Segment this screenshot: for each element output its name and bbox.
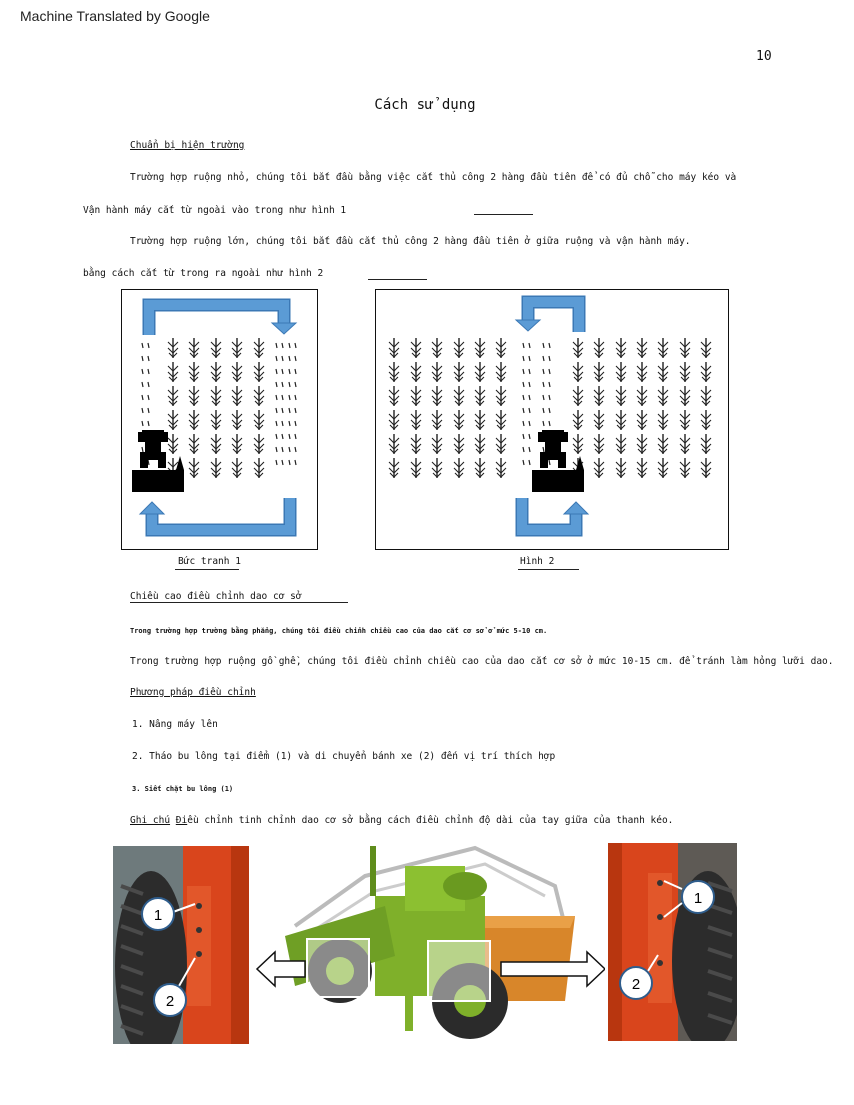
- cane-plant: [232, 338, 242, 478]
- photo-left-wheel: [113, 846, 249, 1044]
- cane-plant: [658, 338, 668, 478]
- caption-underline: [175, 569, 239, 570]
- cane-plant: [701, 338, 711, 478]
- cane-plant: [254, 338, 264, 478]
- machine-illustration: [255, 836, 605, 1044]
- direction-arrow: [149, 305, 296, 335]
- translation-banner: Machine Translated by Google: [20, 8, 210, 24]
- cane-plant: [454, 338, 464, 478]
- paragraph-small-field-line2: Vận hành máy cắt từ ngoài vào trong như hình 1: [83, 205, 347, 216]
- cut-stubble: [523, 343, 530, 465]
- photo-right-wheel: [608, 843, 737, 1041]
- callout-1: 1: [153, 907, 163, 924]
- note-label: Ghi chú: [130, 815, 171, 826]
- figure-2-diagram: [376, 290, 728, 549]
- page-title: Cách sử dụng: [374, 97, 476, 113]
- step-1: 1. Nâng máy lên: [132, 719, 218, 730]
- note-line: [130, 815, 673, 826]
- direction-arrow: [522, 498, 588, 530]
- cane-plant: [211, 338, 221, 478]
- photo-left-graphic: [113, 846, 249, 1044]
- tractor-icon: [532, 430, 584, 492]
- cane-plant: [680, 338, 690, 478]
- step-3: 3. Siết chặt bu lông (1): [132, 785, 234, 793]
- callout-2: 2: [165, 993, 175, 1010]
- paragraph-large-field-line2: bằng cách cắt từ trong ra ngoài như hình 2: [83, 268, 324, 279]
- figure-1-outside-in: [121, 289, 318, 550]
- cane-plant: [496, 338, 506, 478]
- section-heading-adjust-method: Phương pháp điều chỉnh: [130, 687, 256, 698]
- paragraph-rough-field: Trong trường hợp ruộng gồ ghề, chúng tôi điều chỉnh chiều cao của dao cắt cơ sở ở mức 10-15 cm. để tránh làm hỏng lưỡi dao.: [130, 656, 834, 667]
- heading-underline: [130, 602, 348, 603]
- step-2: 2. Tháo bu lông tại điểm (1) và di chuyển bánh xe (2) đến vị trí thích hợp: [132, 751, 556, 762]
- direction-arrow: [516, 302, 579, 332]
- cane-plant: [189, 338, 199, 478]
- figure-1-caption: Bức tranh 1: [178, 556, 241, 567]
- cane-plant: [573, 338, 583, 478]
- photo-right-graphic: [608, 843, 737, 1041]
- cane-plant: [389, 338, 399, 478]
- paragraph-flat-field: Trong trường hợp trường bằng phẳng, chúng tôi điều chỉnh chiều cao của dao cắt cơ sở ở mức 5-10 cm.: [130, 627, 548, 635]
- figure-1-diagram: [122, 290, 317, 549]
- page-number: 10: [756, 49, 772, 64]
- figure-2-inside-out: [375, 289, 729, 550]
- cut-stubble: [276, 343, 283, 465]
- section-heading-knife-height: Chiều cao điều chỉnh dao cơ sở: [130, 591, 302, 602]
- paragraph-large-field-line1: Trường hợp ruộng lớn, chúng tôi bắt đầu cắt thủ công 2 hàng đầu tiên ở giữa ruộng và vận hành máy.: [130, 236, 691, 247]
- cane-plant: [411, 338, 421, 478]
- paragraph-small-field-line1: Trường hợp ruộng nhỏ, chúng tôi bắt đầu bằng việc cắt thủ công 2 hàng đầu tiên để có đủ chỗ cho máy kéo và: [130, 172, 737, 183]
- note-text: ều chỉnh tinh chỉnh dao cơ sở bằng cách điều chỉnh độ dài của tay giữa của thanh kéo.: [187, 815, 674, 826]
- harvester-graphic: [255, 836, 605, 1044]
- cane-plant: [168, 338, 178, 478]
- cane-plant: [475, 338, 485, 478]
- caption-underline: [518, 569, 579, 570]
- note-first: Đi: [175, 815, 188, 826]
- cane-plant: [432, 338, 442, 478]
- direction-arrow: [140, 498, 290, 530]
- cane-plant: [637, 338, 647, 478]
- figure-2-caption: Hình 2: [520, 556, 555, 567]
- cut-stubble: [289, 343, 296, 465]
- callout-1: 1: [693, 890, 703, 907]
- blank-line: [368, 279, 427, 280]
- section-heading-field-prep: Chuẩn bị hiện trường: [130, 140, 245, 151]
- cane-plant: [616, 338, 626, 478]
- callout-2: 2: [631, 976, 641, 993]
- blank-line: [474, 214, 533, 215]
- cane-plant: [594, 338, 604, 478]
